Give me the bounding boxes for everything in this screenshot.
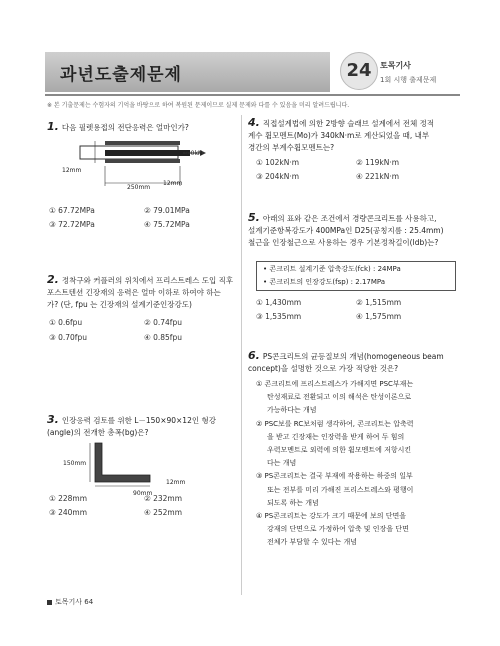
question-6 xyxy=(248,350,463,375)
footer-label: 토목기사 xyxy=(55,598,83,606)
question-4 xyxy=(248,117,458,154)
option-3[interactable]: ③ 240mm xyxy=(49,508,88,517)
chapter-number-badge: 24 xyxy=(340,52,378,90)
question-text-line-1: 인장응력 검토를 위한 L－150×90×12인 형강 xyxy=(61,416,216,425)
question-text-line-3: 경간의 부계수휨모멘트는? xyxy=(248,143,335,152)
angle-height-label: 150mm xyxy=(63,460,87,467)
option-2[interactable]: ② 232mm xyxy=(144,494,183,503)
question-5 xyxy=(248,212,463,249)
question-number: 6. xyxy=(248,349,260,362)
option-2[interactable]: ② 119kN·m xyxy=(356,158,400,167)
question-text-line-2: 설계기준항복강도가 400MPa인 D25(공칭지름 : 25.4mm) xyxy=(248,226,444,235)
weld-force-label: 300kN xyxy=(183,150,203,157)
question-text-line-2: (angle)의 전개한 총폭(bg)은? xyxy=(47,428,149,437)
top-margin xyxy=(0,0,500,40)
option-4-line-3: 전체가 부담할 수 있다는 개념 xyxy=(267,538,358,547)
option-2[interactable]: ② 79.01MPa xyxy=(144,206,190,215)
option-3[interactable]: ③ 204kN·m xyxy=(256,172,300,181)
option-2[interactable] xyxy=(256,418,466,471)
option-1[interactable]: ① 102kN·m xyxy=(256,158,300,167)
question-number: 3. xyxy=(47,413,59,426)
option-1[interactable]: ① 1,430mm xyxy=(256,298,302,307)
option-4-line-2: 강재의 단면으로 가정하여 압축 및 인장을 단면 xyxy=(267,525,409,534)
question-1-options xyxy=(49,206,239,236)
option-3-line-2: 또는 전부를 미리 가해진 프리스트레스와 평행이 xyxy=(267,485,414,494)
option-1[interactable]: ① 67.72MPa xyxy=(49,206,95,215)
question-number: 4. xyxy=(248,116,260,129)
question-6-options xyxy=(256,378,466,550)
conditions-box xyxy=(256,261,456,291)
option-3-line-3: 되도록 하는 개념 xyxy=(267,498,319,507)
option-1[interactable] xyxy=(256,378,466,418)
chapter-subtitle: 1회 시행 출제문제 xyxy=(380,76,437,84)
question-text-line-3: 가? (단, fpu 는 긴장재의 설계기준인장강도) xyxy=(47,300,192,309)
option-2-line-2: 을 받고 긴장재는 인장력을 받게 하여 두 힘의 xyxy=(267,432,405,441)
question-3 xyxy=(47,414,239,439)
option-1-line-2: 탄성재료로 전환되고 이의 해석은 탄성이론으로 xyxy=(267,393,412,402)
condition-1: • 콘크리트 설계기준 압축강도(fck) : 24MPa xyxy=(263,265,401,273)
question-text: 다음 필렛용접의 전단응력은 얼마인가? xyxy=(61,123,189,132)
footer-square-icon xyxy=(47,600,52,605)
page-footer xyxy=(47,597,93,607)
option-1[interactable]: ① 0.6fpu xyxy=(49,318,83,327)
question-text-line-1: 아래의 표와 같은 조건에서 경량콘크리트를 사용하고, xyxy=(262,214,437,223)
question-number: 2. xyxy=(47,273,59,286)
header-divider xyxy=(45,94,460,96)
question-number: 5. xyxy=(248,211,260,224)
notice-text: ※ 본 기출문제는 수험자의 기억을 바탕으로 하여 복원된 문제이므로 실제 문제와 다를 수 있음을 미리 알려드립니다. xyxy=(47,102,350,109)
question-text-line-3: 철근을 인장철근으로 사용하는 경우 기본정착길이(ldb)는? xyxy=(248,238,439,247)
option-2-line-3: 우력모멘트로 외력에 의한 휨모멘트에 저항시킨 xyxy=(267,446,412,455)
option-2[interactable]: ② 1,515mm xyxy=(356,298,402,307)
page-title: 과년도출제문제 xyxy=(60,65,182,85)
question-2-options xyxy=(49,318,239,348)
question-text-line-2: 계수 휨모멘트(Mo)가 340kN·m로 계산되었을 때, 내부 xyxy=(248,131,430,140)
option-1[interactable]: ① 228mm xyxy=(49,494,88,503)
weld-length-label: 250mm xyxy=(127,184,151,191)
option-3[interactable]: ③ 1,535mm xyxy=(256,312,302,321)
column-divider xyxy=(241,115,242,595)
condition-2: • 콘크리트의 인장강도(fsp) : 2.17MPa xyxy=(263,278,386,286)
question-4-options xyxy=(256,158,456,188)
option-3[interactable]: ③ 72.72MPa xyxy=(49,220,95,229)
angle-section-figure xyxy=(85,440,175,490)
option-4[interactable]: ④ 0.85fpu xyxy=(144,333,182,342)
option-4-line-1: ④ PS콘크리트는 강도가 크기 때문에 보의 단면을 xyxy=(256,512,407,521)
question-text-line-1: 정착구와 커플러의 위치에서 프리스트레스 도입 직후 xyxy=(61,276,234,285)
chapter-label: 토목기사 xyxy=(380,61,411,70)
option-1-line-3: 가능하다는 개념 xyxy=(267,406,317,415)
question-text-line-2: 포스트텐션 긴장재의 응력은 얼마 이하로 하여야 하는 xyxy=(47,288,221,297)
weld-leg-label: 12mm xyxy=(62,167,82,174)
question-number: 1. xyxy=(47,120,59,133)
option-4[interactable] xyxy=(256,510,466,550)
angle-width-label: 90mm xyxy=(133,490,153,497)
angle-thickness-label: 12mm xyxy=(166,479,186,486)
page-number: 64 xyxy=(84,598,94,606)
question-text-line-1: PS콘크리트의 균등질보의 개념(homogeneous beam xyxy=(262,352,444,361)
option-2-line-1: ② PSC보를 RC보처럼 생각하여, 콘크리트는 압축력 xyxy=(256,419,414,428)
question-2 xyxy=(47,274,237,311)
option-4[interactable]: ④ 221kN·m xyxy=(356,172,400,181)
question-text-line-1: 직접설계법에 의한 2방향 슬래브 설계에서 전체 정적 xyxy=(262,119,435,128)
option-2-line-4: 다는 개념 xyxy=(267,459,297,468)
weld-bottom-leg-label: 12mm xyxy=(163,180,183,187)
option-3[interactable]: ③ 0.70fpu xyxy=(49,333,87,342)
option-4[interactable]: ④ 252mm xyxy=(144,508,183,517)
option-2[interactable]: ② 0.74fpu xyxy=(144,318,182,327)
option-3[interactable] xyxy=(256,470,466,510)
question-text-line-2: concept)을 설명한 것으로 가장 적당한 것은? xyxy=(248,364,399,373)
option-4[interactable]: ④ 1,575mm xyxy=(356,312,402,321)
question-5-options xyxy=(256,298,456,328)
option-4[interactable]: ④ 75.72MPa xyxy=(144,220,190,229)
question-1 xyxy=(47,121,237,134)
option-3-line-1: ③ PS콘크리트는 결국 부재에 작용하는 하중의 일부 xyxy=(256,472,413,481)
option-1-line-1: ① 콘크리트에 프리스트레스가 가해지면 PSC부재는 xyxy=(256,380,414,388)
question-3-options xyxy=(49,494,239,524)
